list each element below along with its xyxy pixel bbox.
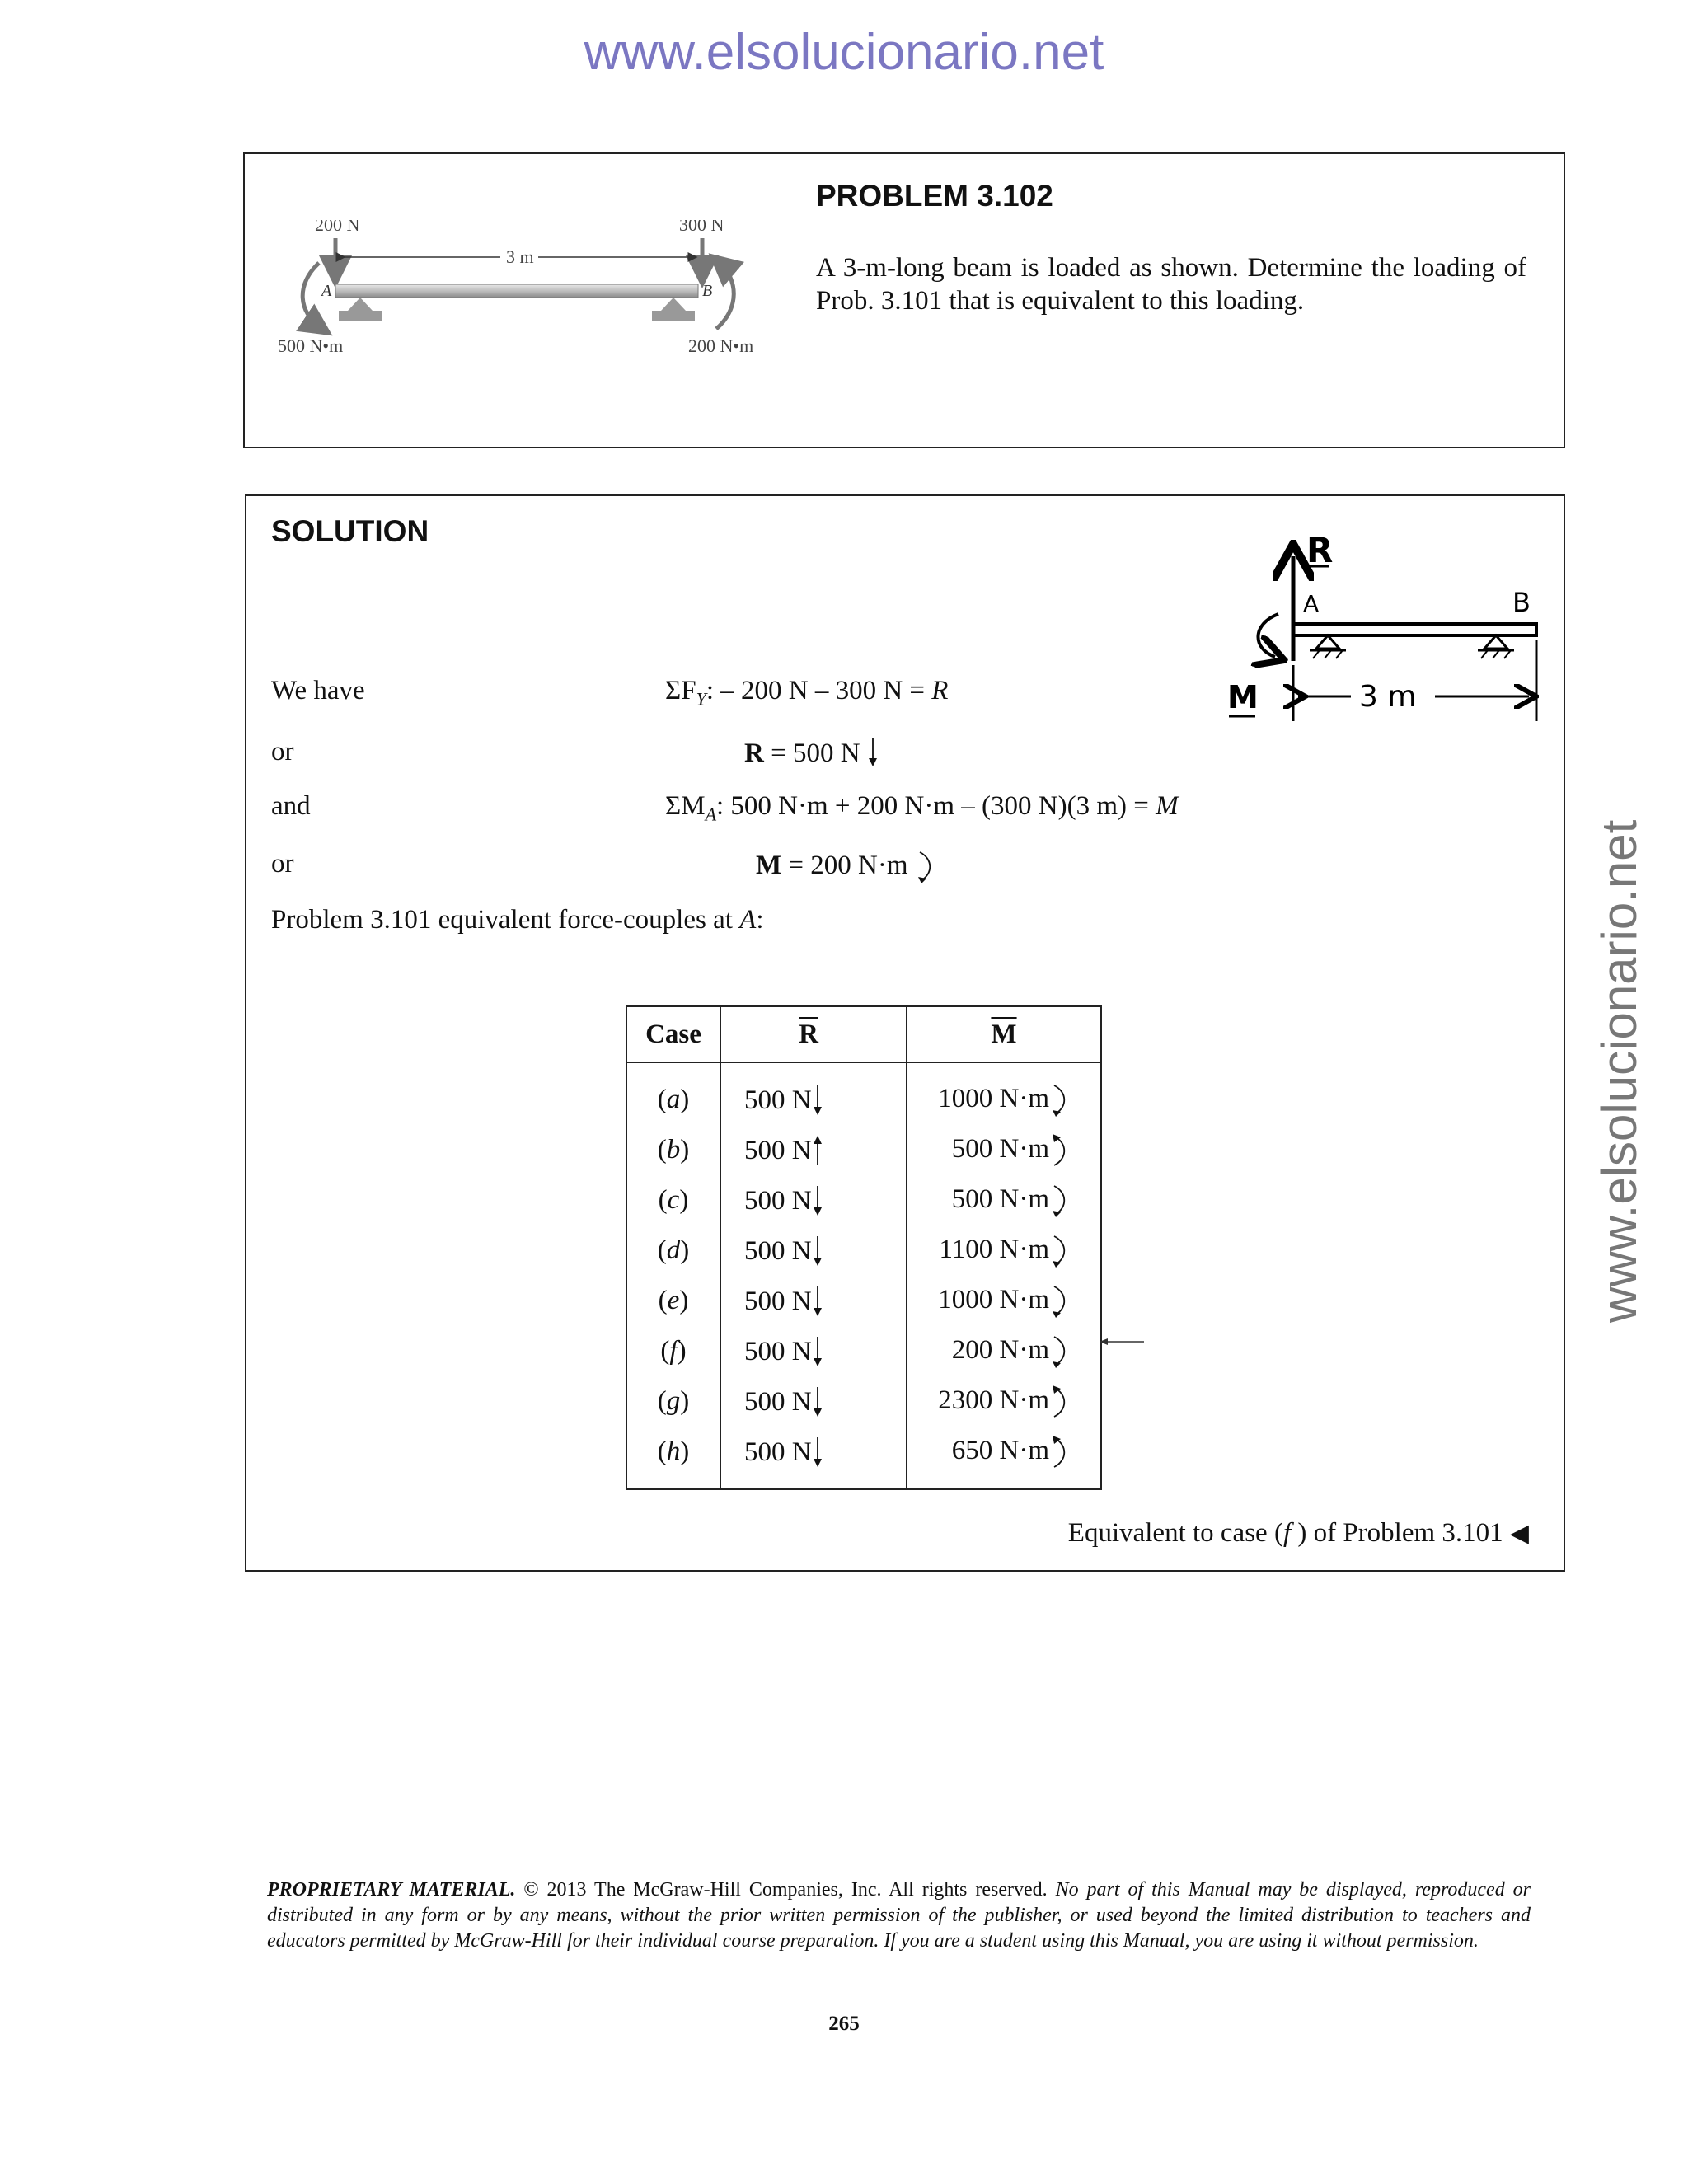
problem-title: PROBLEM 3.102 [816,179,1053,213]
problem-text: A 3-m-long beam is loaded as shown. Determine the loading of Prob. 3.101 that is equivalent to this loading. [816,253,1526,316]
down-arrow-icon [812,1436,823,1469]
point-b-label: B [702,282,713,300]
support-b [661,298,686,311]
solution-title: SOLUTION [271,514,429,548]
r-cell: 500 N [720,1276,907,1326]
equation-sum-fy: $\Sigma F_Y$: – 200 N – 300 N = R [665,676,949,710]
down-arrow-icon [867,737,879,768]
support-a [348,298,373,311]
m-cell: 1000 N·m [907,1276,1101,1326]
answer-marker-icon: ◀ [1509,1519,1529,1548]
m-cell: 1000 N·m [907,1062,1101,1125]
sketch-span-label: 3 m [1359,680,1417,714]
table-row [626,1175,1101,1226]
sketch-a-label: A [1303,590,1320,617]
beam [335,284,698,298]
down-arrow-icon [812,1285,823,1318]
case-cell: (g) [626,1376,720,1427]
counterclockwise-moment-icon [1049,1434,1067,1470]
clockwise-moment-icon [1049,1283,1067,1319]
free-body-sketch [1227,533,1549,731]
page-number: 265 [828,2013,860,2035]
m-cell: 1100 N·m [907,1226,1101,1276]
r-cell: 500 N [720,1226,907,1276]
m-cell: 500 N·m [907,1125,1101,1175]
watermark-top: www.elsolucionario.net [584,24,1104,81]
down-arrow-icon [812,1084,823,1117]
cases-table-body [626,1062,1101,1489]
m-cell: 500 N·m [907,1175,1101,1226]
moment-right-arrow [716,261,734,329]
case-cell: (a) [626,1062,720,1125]
m-cell: 200 N·m [907,1326,1101,1376]
down-arrow-icon [812,1385,823,1418]
clockwise-moment-icon [1049,1333,1067,1370]
case-indicator-arrow [1100,1335,1146,1348]
m-cell: 650 N·m [907,1427,1101,1489]
header-m: $\overline{M}$ [907,1006,1101,1062]
counterclockwise-moment-icon [1049,1132,1067,1169]
up-arrow-icon [812,1134,823,1167]
line-label-or-1: or [271,737,294,766]
table-row [626,1427,1101,1489]
equation-sum-ma: $\Sigma M_A$: 500 N·m + 200 N·m – (300 N)(3 m) = M [665,791,1179,825]
table-row [626,1276,1101,1326]
footer-notice: PROPRIETARY MATERIAL. © 2013 The McGraw-Hill Companies, Inc. All rights reserved. No part of this Manual may be displayed, reproduced or distributed in any form or by any means, without the prior written permission of the publisher, or used beyond the limited distribution to teachers and educators permitted by McGraw-Hill for their individual course preparation. If you are a student using this Manual, you are using it without permission. [267,1879,1531,1952]
r-cell: 500 N [720,1427,907,1489]
cases-table [626,1005,1102,1490]
moment-left-arrow [302,263,322,329]
down-arrow-icon [812,1184,823,1217]
down-arrow-icon [812,1235,823,1268]
clockwise-moment-icon [1049,1183,1067,1219]
case-cell: (e) [626,1276,720,1326]
clockwise-moment-icon [1049,1082,1067,1118]
sketch-r-label: R [1306,533,1334,570]
r-cell: 500 N [720,1062,907,1125]
sketch-support-b [1484,635,1507,649]
case-cell: (c) [626,1175,720,1226]
force-right-label: 300 N [679,220,724,235]
clockwise-moment-icon [1049,1233,1067,1269]
case-cell: (f) [626,1326,720,1376]
r-cell: 500 N [720,1175,907,1226]
line-label-we-have: We have [271,676,365,705]
down-arrow-icon [812,1335,823,1368]
beam-figure [278,220,756,385]
sketch-support-a [1316,635,1339,649]
intro-line: Problem 3.101 equivalent force-couples at A: [271,905,764,935]
case-cell: (h) [626,1427,720,1489]
case-cell: (b) [626,1125,720,1175]
problem-box [243,152,1565,448]
case-cell: (d) [626,1226,720,1276]
r-cell: 500 N [720,1376,907,1427]
counterclockwise-moment-icon [1049,1384,1067,1420]
solution-box [245,494,1565,1572]
table-row [626,1326,1101,1376]
span-label: 3 m [506,246,534,267]
clockwise-moment-icon [915,849,933,885]
sketch-m-label: M [1227,679,1259,715]
header-r: $\overline{R}$ [720,1006,907,1062]
moment-right-label: 200 N•m [688,335,754,356]
sketch-b-label: B [1512,587,1531,618]
r-cell: 500 N [720,1326,907,1376]
point-a-label: A [321,282,332,300]
header-case: Case [626,1006,720,1062]
watermark-side: www.elsolucionario.net [1592,819,1647,1323]
sketch-moment-arrow [1258,614,1278,657]
table-row [626,1226,1101,1276]
table-row [626,1376,1101,1427]
equation-r-result: R = 500 N [744,737,879,769]
moment-left-label: 500 N•m [278,335,344,356]
table-row [626,1125,1101,1175]
line-label-or-2: or [271,849,294,879]
equation-m-result: M = 200 N·m [756,849,933,885]
m-cell: 2300 N·m [907,1376,1101,1427]
line-label-and: and [271,791,311,821]
sketch-beam [1293,624,1536,635]
table-row [626,1062,1101,1125]
answer-line: Equivalent to case (f ) of Problem 3.101 ◀ [1067,1518,1529,1548]
r-cell: 500 N [720,1125,907,1175]
force-left-label: 200 N [315,220,360,235]
